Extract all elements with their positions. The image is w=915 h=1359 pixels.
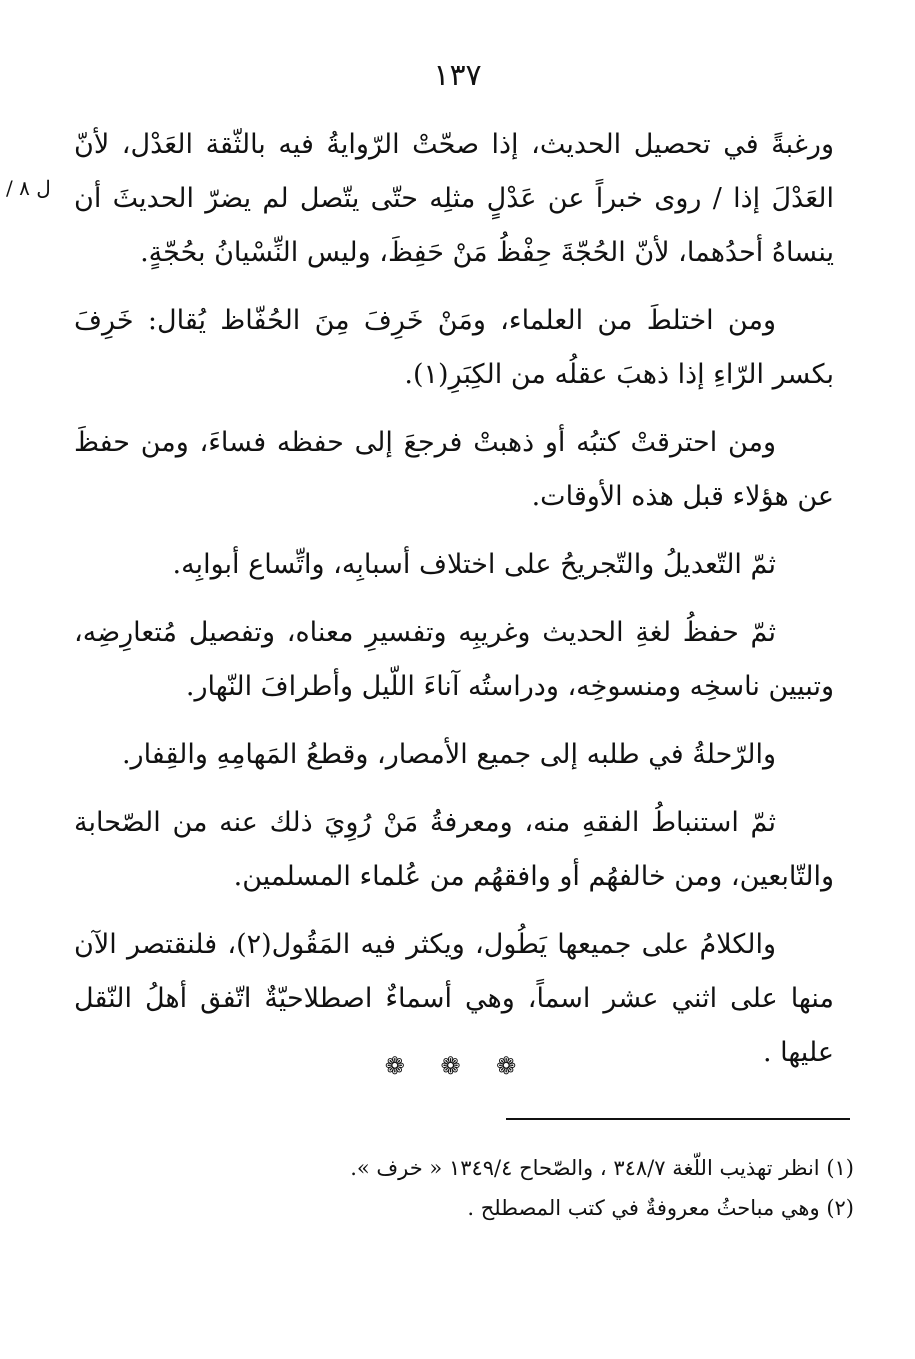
paragraph: ثمّ استنباطُ الفقهِ منه، ومعرفةُ مَنْ رُوِيَ ذلك عنه من الصّحابة والتّابعين، ومن خالفهُم أو وافقهُم من عُلماء المسلمين. [74,807,834,892]
paragraph: والرّحلةُ في طلبه إلى جميع الأمصار، وقطعُ المَهامِهِ والقِفار. [121,739,776,770]
section-divider-ornaments: ❁ ❁ ❁ [384,1052,531,1080]
footnote: (١) انظر تهذيب اللّغة ٣٤٨/٧ ، والصّحاح ١٣٤٩/٤ « خرف ». [350,1156,854,1180]
paragraph: ومن اختلطَ من العلماء، ومَنْ خَرِفَ مِنَ الحُفّاظ يُقال: خَرِفَ بكسر الرّاءِ إذا ذهبَ عقلُه من الكِبَرِ(١). [74,305,834,390]
manuscript-folio-note: ل ٨ / [6,176,51,200]
paragraph: ثمّ حفظُ لغةِ الحديث وغريبِه وتفسيرِ معناه، وتفصيل مُتعارِضِه، وتبيين ناسخِه ومنسوخِه، ودراستُه آناءَ اللّيل وأطرافَ النّهار. [74,617,834,702]
paragraph: والكلامُ على جميعها يَطُول، ويكثر فيه المَقُول(٢)، فلنقتصر الآن منها على اثني عشر اسماً، وهي أسماءٌ اصطلاحيّةٌ اتّفق أهلُ النّقل عليها . [74,929,834,1068]
paragraph: ورغبةً في تحصيل الحديث، إذا صحّتْ الرّوايةُ فيه بالثّقة العَدْل، لأنّ العَدْلَ إذا / روى خبراً عن عَدْلٍ مثلِه حتّى يتّصل لم يضرّ الحديثَ أن ينساهُ أحدُهما، لأنّ الحُجّةَ حِفْظُ مَنْ حَفِظَ، وليس النِّسْيانُ بحُجّةٍ. [74,129,834,268]
footnote-divider-line [506,1118,850,1120]
paragraph: ثمّ التّعديلُ والتّجريحُ على اختلاف أسبابِه، واتِّساع أبوابِه. [172,549,776,580]
footnote: (٢) وهي مباحثُ معروفةٌ في كتب المصطلح . [467,1196,854,1220]
page-number: ١٣٧ [433,58,482,93]
paragraph: ومن احترقتْ كتبُه أو ذهبتْ فرجعَ إلى حفظه فساءَ، ومن حفظَ عن هؤلاء قبل هذه الأوقات. [74,427,834,512]
main-text [74,118,834,1094]
footnotes [74,1148,854,1228]
